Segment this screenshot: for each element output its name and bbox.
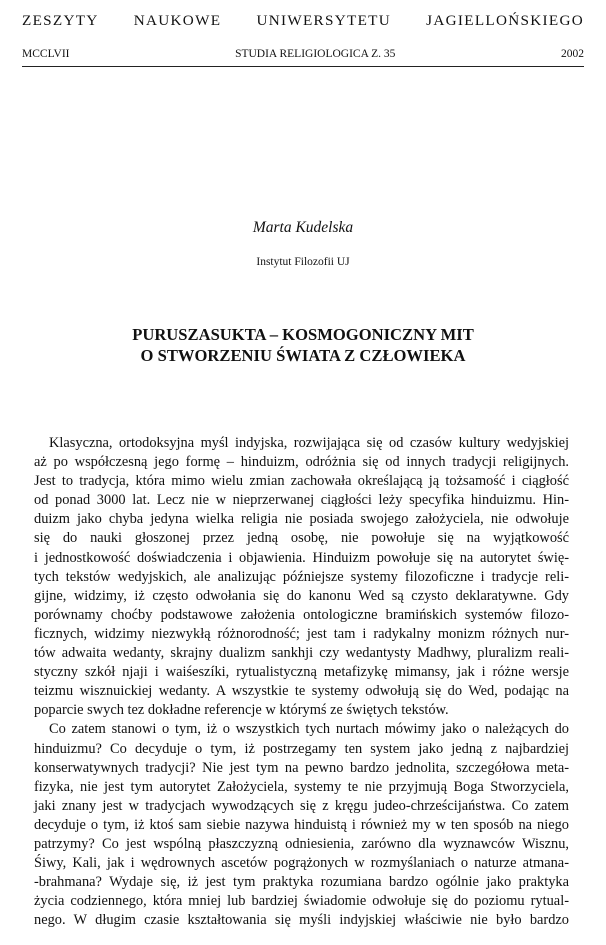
author-name: Marta Kudelska: [252, 219, 354, 236]
journal-name: [22, 12, 584, 30]
body-line: tów adwaita wedanty, skrajny dualizm sankhji czy wedantysty Madhwy, pluralizm reali-: [34, 645, 569, 662]
body-line: gijne, widzimy, iż często odwołania się do kanonu Wed są czysto deklaratywne. Gdy: [34, 587, 569, 604]
title-line: O STWORZENIU ŚWIATA Z CZŁOWIEKA: [140, 346, 466, 365]
body-line: się do nauki głoszonej przez jedną osobę, nie powołuje się na wyjątkowość: [34, 530, 569, 547]
article-title: [0, 324, 606, 366]
header-rule: [22, 66, 584, 67]
body-line: jaki znany jest w tradycjach wywodzących się z kręgu judeo-chrześcijaństwa. Co zatem: [34, 797, 569, 814]
volume-number: MCCLVII: [22, 48, 70, 60]
body-line: -brahmana? Wydaje się, iż jest tym praktyka rozumiana bardzo ogólnie jako praktyka: [34, 874, 569, 891]
body-line: konserwatywnych tradycji? Nie jest tym na pewno bardzo jednolita, szczegółowa meta-: [34, 759, 569, 776]
body-line: Co zatem stanowi o tym, iż o wszystkich tych nurtach mówimy jako o należących do: [49, 721, 569, 738]
body-line: decyduje o tym, iż ktoś sam siebie nazywa hinduistą i również my w ten sposób na niego: [34, 816, 569, 833]
body-line: Śiwy, Kali, jak i wędrownych ascetów pogrążonych w rozmyślaniach o naturze atmana-: [34, 855, 569, 872]
body-line: tych tekstów wedyjskich, ale analizując późniejsze systemy filozoficzne i tradycje reli-: [34, 568, 569, 585]
body-line: porównamy choćby podstawowe założenia ontologiczne bramińskich systemów filozo-: [34, 606, 569, 623]
series-title: STUDIA RELIGIOLOGICA Z. 35: [235, 48, 396, 60]
body-line: patrzymy? Co jest wspólną płaszczyzną odniesienia, zarówno dla wyznawców Wisznu,: [34, 835, 569, 852]
body-line: życia codziennego, która mniej lub bardziej świadomie odwołuje się do poziomu rytual-: [34, 893, 569, 910]
body-line: hinduizmu? Co decyduje o tym, iż postrzegamy ten system jako jedną z najbardziej: [34, 740, 569, 757]
journal-word: NAUKOWE: [133, 12, 222, 29]
body-line: duizm jako chyba jedyna wielka religia nie posiada swojego założyciela, nie odwołuje: [34, 511, 569, 528]
body-line: nego. W długim czasie kształtowania się myśli indyjskiej właściwie nie było bardzo: [34, 912, 569, 929]
series-line: [22, 48, 584, 60]
body-line: od ponad 3000 lat. Lecz nie w nieprzerwanej ciągłości leży specyfika hinduizmu. Hin-: [34, 492, 569, 509]
body-line: poparcie swych tez dokładne referencje w którymś ze świętych tekstów.: [34, 702, 449, 719]
author-affiliation: Instytut Filozofii UJ: [256, 256, 350, 268]
title-line: PURUSZASUKTA – KOSMOGONICZNY MIT: [132, 325, 474, 344]
article-body: [34, 434, 569, 930]
body-line: styczny szkół njaji i waiśeszíki, rytualistyczną metafizykę mimansy, jak i różne wersje: [34, 664, 569, 681]
body-line: fizyka, nie jest tym autorytet Założyciela, systemy te nie przyjmują Boga Stworzyciela,: [34, 778, 569, 795]
body-line: aż po współczesną jego formę – hinduizm, odróżnia się od innych tradycji religijnych.: [34, 454, 569, 471]
body-line: Klasyczna, ortodoksyjna myśl indyjska, rozwijająca się od czasów kultury wedyjskiej: [49, 435, 569, 451]
body-line: ficznych, widzimy niezwykłą różnorodność; jest tam i radykalny monizm różnych nur-: [34, 625, 569, 642]
body-line: teizmu wisznuickiej wedanty. A wszystkie te systemy odwołują się do Wed, podając na: [34, 683, 569, 700]
publication-year: 2002: [560, 48, 584, 60]
journal-word: UNIWERSYTETU: [256, 12, 391, 29]
journal-word: ZESZYTY: [22, 12, 99, 29]
body-line: i jednostkowość doświadczenia i objawienia. Hinduizm powołuje się na autorytet świę-: [34, 549, 569, 566]
journal-word: JAGIELLOŃSKIEGO: [426, 12, 584, 29]
body-line: Jest to tradycja, która mimo wielu zmian zachowała określającą ją tożsamość i ciągłość: [34, 473, 569, 490]
